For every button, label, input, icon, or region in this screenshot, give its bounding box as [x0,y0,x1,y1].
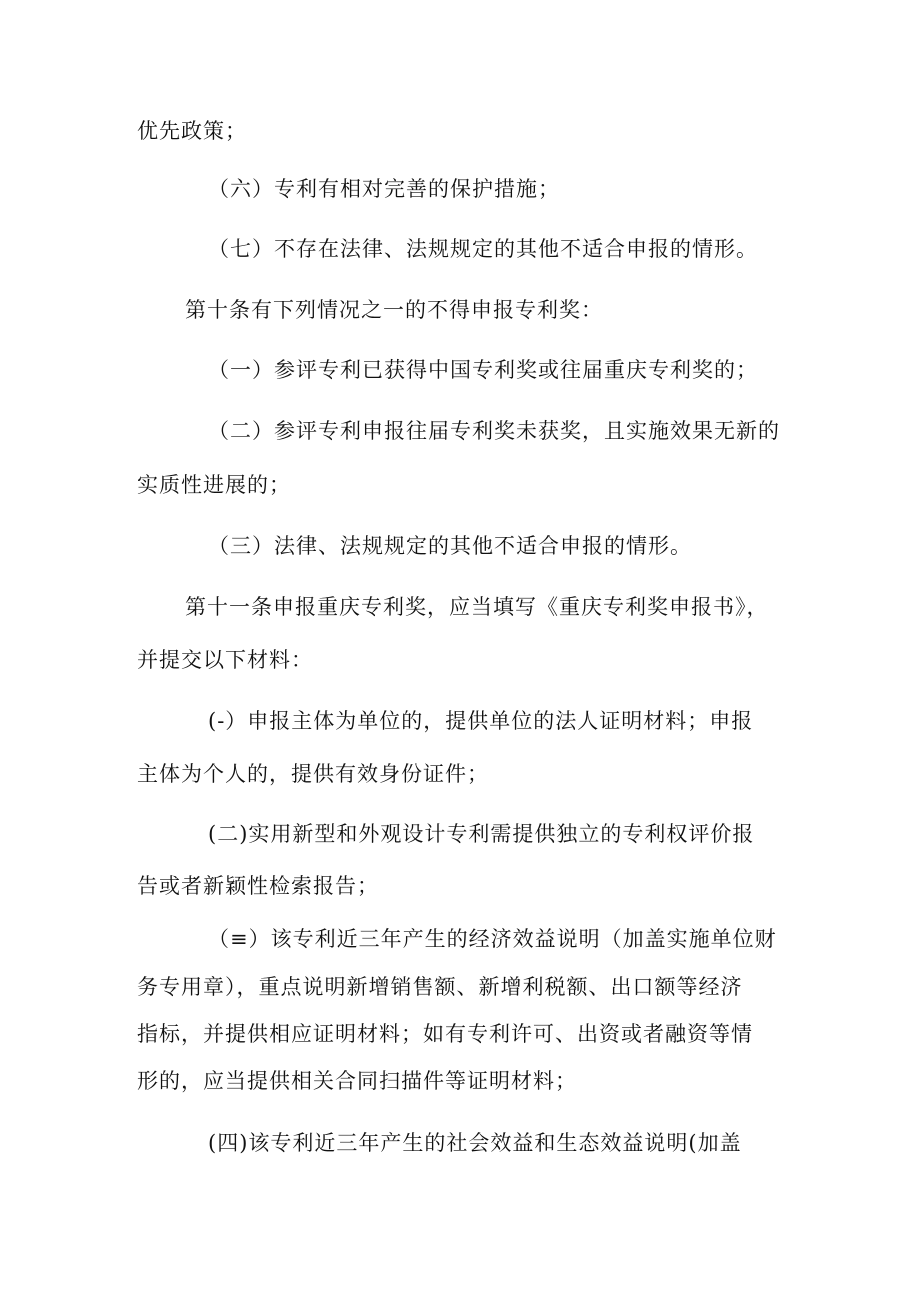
article-heading: 第十一条申报重庆专利奖，应当填写《重庆专利奖申报书》， [185,595,769,619]
text-line: 告或者新颖性检索报告； [137,874,379,898]
text-line: （三）法律、法规规定的其他不适合申报的情形。 [208,534,692,558]
text-line: 指标，并提供相应证明材料；如有专利许可、出资或者融资等情 [137,1022,753,1046]
text-line: 主体为个人的，提供有效身份证件； [137,762,489,786]
text-line: (二)实用新型和外观设计专利需提供独立的专利权评价报 [208,822,755,846]
text-line: 务专用章），重点说明新增销售额、新增利税额、出口额等经济 [137,975,743,999]
text-line: （六）专利有相对完善的保护措施； [208,177,560,201]
article-heading: 第十条有下列情况之一的不得申报专利奖： [185,298,603,322]
text-line: 并提交以下材料： [137,648,313,672]
text-line: 实质性进展的； [137,473,291,497]
text-line: （七）不存在法律、法规规定的其他不适合申报的情形。 [208,237,758,261]
text-line: （二）参评专利申报往届专利奖未获奖，且实施效果无新的 [208,419,780,443]
text-line: 优先政策； [137,119,247,143]
text-line: （一）参评专利已获得中国专利奖或往届重庆专利奖的； [208,358,758,382]
text-line: (四)该专利近三年产生的社会效益和生态效益说明(加盖 [208,1131,742,1155]
text-line: 形的，应当提供相关合同扫描件等证明材料； [137,1069,577,1093]
text-line: (-）申报主体为单位的，提供单位的法人证明材料；申报 [208,709,754,733]
text-line: （≡）该专利近三年产生的经济效益说明（加盖实施单位财 [208,927,777,951]
